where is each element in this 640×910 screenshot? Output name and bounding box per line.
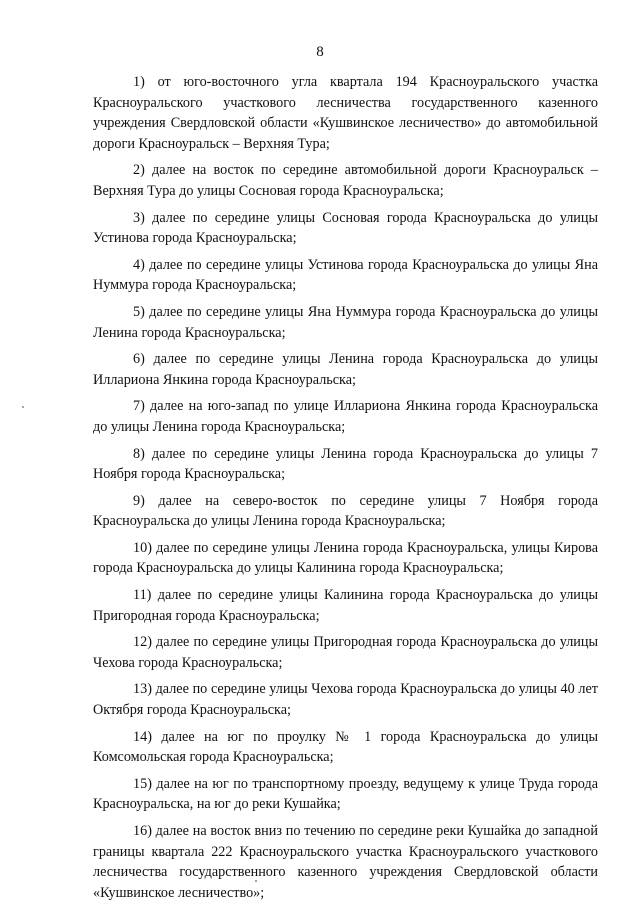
scan-speck-bottom <box>255 880 257 882</box>
boundary-description <box>93 72 598 909</box>
boundary-item-15: 15) далее на юг по транспортному проезду, ведущему к улице Труда города Красноуральска, на юг до реки Кушайка; <box>93 775 598 813</box>
boundary-item-3: 3) далее по середине улицы Сосновая города Красноуральска до улицы Устинова города Красноуральска; <box>93 209 598 247</box>
boundary-item-13: 13) далее по середине улицы Чехова города Красноуральска до улицы 40 лет Октября города Красноуральска; <box>93 681 598 719</box>
boundary-item-7: 7) далее на юго-запад по улице Иллариона Янкина города Красноуральска до улицы Ленина города Красноуральска; <box>93 398 598 435</box>
boundary-item-10: 10) далее по середине улицы Ленина города Красноуральска, улицы Кирова города Красноуральска до улицы Калинина города Красноуральска; <box>93 539 598 577</box>
boundary-item-8: 8) далее по середине улицы Ленина города Красноуральска до улицы 7 Ноября города Красноуральска; <box>93 445 598 483</box>
boundary-item-4: 4) далее по середине улицы Устинова города Красноуральска до улицы Яна Нуммура города Красноуральска; <box>93 256 598 294</box>
boundary-item-16: 16) далее на восток вниз по течению по середине реки Кушайка до западной границы квартала 222 Красноуральского участка Красноуральского участкового лесничества государственного казенного учреждения Свердловской области «Кушвинское лесничество»; <box>93 823 598 901</box>
boundary-item-6: 6) далее по середине улицы Ленина города Красноуральска до улицы Иллариона Янкина города Красноуральска; <box>93 351 598 388</box>
boundary-item-1: 1) от юго-восточного угла квартала 194 Красноуральского участка Красноуральского участкового лесничества государственного казенного учреждения Свердловской области «Кушвинское лесничество» до автомобильной дороги Красноуральск – Верхняя Тура; <box>93 74 598 152</box>
boundary-item-14: 14) далее на юг по проулку № 1 города Красноуральска до улицы Комсомольская города Красноуральска; <box>93 728 598 766</box>
boundary-item-12: 12) далее по середине улицы Пригородная города Красноуральска до улицы Чехова города Красноуральска; <box>93 634 598 671</box>
boundary-item-2: 2) далее на восток по середине автомобильной дороги Красноуральск – Верхняя Тура до улицы Сосновая города Красноуральска; <box>93 162 598 199</box>
boundary-item-5: 5) далее по середине улицы Яна Нуммура города Красноуральска до улицы Ленина города Красноуральска; <box>93 303 598 341</box>
scan-speck-left <box>22 406 24 408</box>
page-number: 8 <box>316 44 324 60</box>
boundary-item-9: 9) далее на северо-восток по середине улицы 7 Ноября города Красноуральска до улицы Ленина города Красноуральска; <box>93 492 598 530</box>
boundary-item-11: 11) далее по середине улицы Калинина города Красноуральска до улицы Пригородная города Красноуральска; <box>93 587 598 624</box>
